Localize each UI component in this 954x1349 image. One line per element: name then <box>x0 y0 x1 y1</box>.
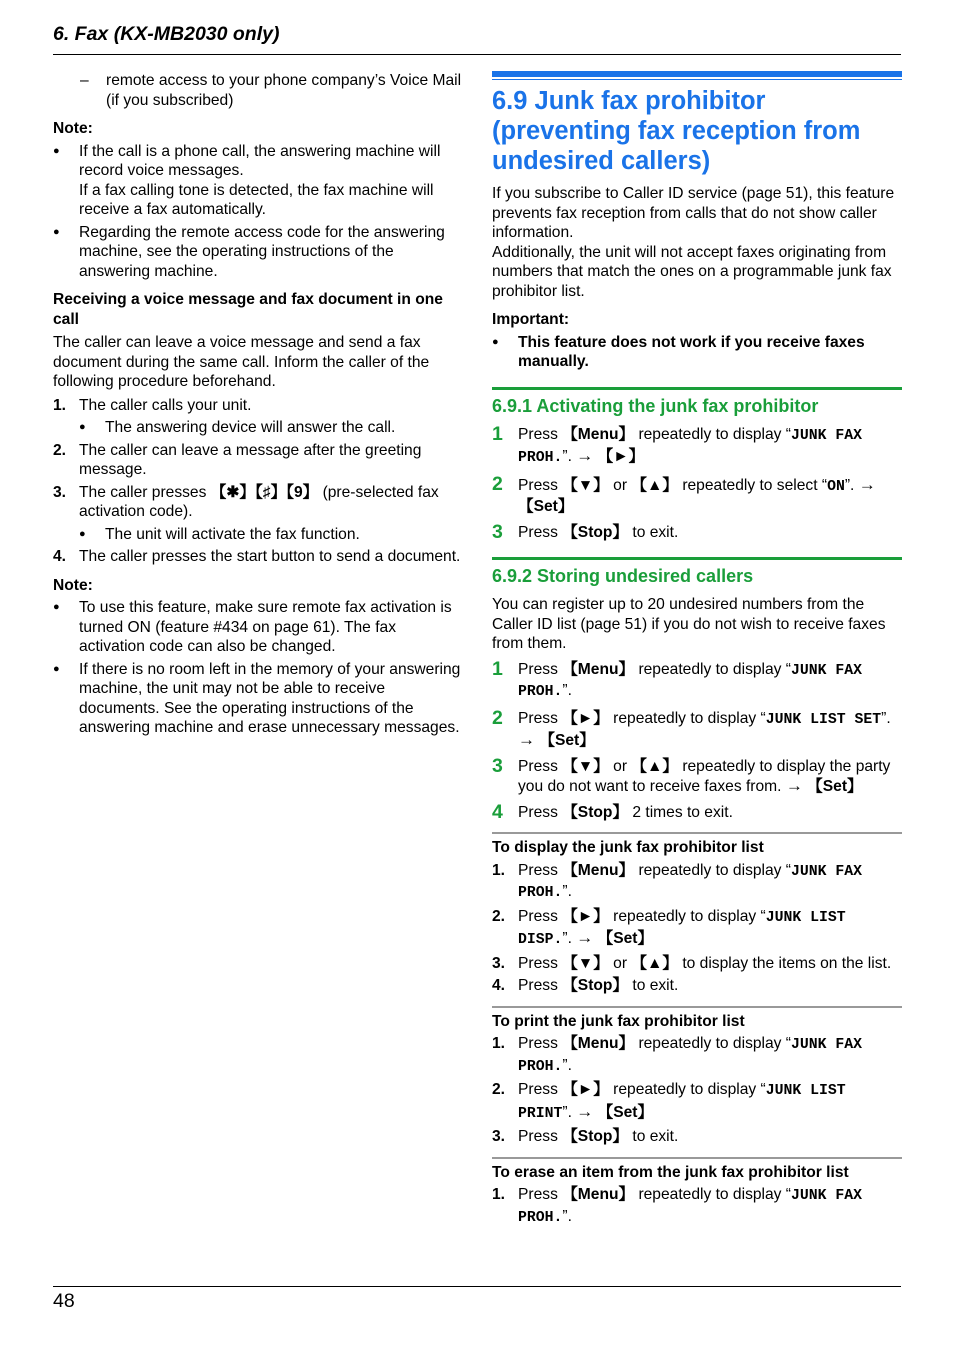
step-text-part: to display the items on the list. <box>677 954 892 972</box>
bullet-icon: ● <box>53 144 60 157</box>
step-text-part: ”. <box>562 1056 572 1074</box>
procedure-step <box>492 976 902 996</box>
step-text-part: repeatedly to display “ <box>608 1081 766 1098</box>
dash-list-item <box>53 71 463 110</box>
step-text <box>518 1080 902 1124</box>
intro-paragraph: If you subscribe to Caller ID service (page 51), this feature prevents fax reception from calls that do not show caller information. <box>492 185 895 241</box>
procedure-step <box>492 472 902 517</box>
step-text-part: ”. <box>562 448 577 465</box>
step-number: 1. <box>492 1186 506 1203</box>
right-key: 【►】 <box>562 709 609 727</box>
step-number: 3 <box>492 754 503 777</box>
bullet-icon: ● <box>53 225 60 238</box>
arrow-icon: → <box>576 928 594 947</box>
note-heading: Note: <box>53 576 93 594</box>
step-text <box>518 1034 902 1077</box>
procedure-step <box>492 800 902 823</box>
important-text: This feature does not work if you receive faxes manually. <box>518 333 865 370</box>
key-sequence: 【✱】【♯】【9】 <box>210 483 319 501</box>
section-rule <box>492 71 902 77</box>
procedure-step <box>492 657 902 703</box>
step-text <box>518 475 902 517</box>
step-number: 1. <box>492 861 506 879</box>
up-key: 【▲】 <box>631 757 678 775</box>
set-key: 【Set】 <box>539 732 595 749</box>
step-sub-bullet <box>79 418 395 438</box>
menu-key: 【Menu】 <box>562 425 635 443</box>
procedure-step <box>492 1080 902 1124</box>
section-rule-thin <box>492 79 902 80</box>
dash-marker: – <box>80 72 89 89</box>
step-text-part: Press <box>518 1128 563 1145</box>
sub-bullet-text: The answering device will answer the call. <box>105 419 396 436</box>
stop-key: 【Stop】 <box>562 803 629 821</box>
step-number: 4. <box>53 548 67 565</box>
step-text <box>79 483 463 522</box>
step-text-part: Press <box>518 523 563 541</box>
note-text: If the call is a phone call, the answering machine will record voice messages. <box>79 142 441 179</box>
right-key: 【►】 <box>597 448 645 465</box>
bullet-icon: ● <box>53 601 60 613</box>
note-text: If there is no room left in the memory of your answering machine, the unit may not be able to receive documents. See the operating instructions of the answering machine and erase unnecessary messages. <box>79 660 461 736</box>
step-number: 3. <box>53 483 67 501</box>
step-number: 2 <box>492 472 503 495</box>
step-text-part: to exit. <box>628 977 679 994</box>
step-number: 3. <box>492 1128 506 1145</box>
bullet-icon: ● <box>53 662 60 675</box>
print-list-heading: To print the junk fax prohibitor list <box>492 1006 902 1032</box>
note-bullet <box>53 223 463 282</box>
step-text-part: Press <box>518 425 563 443</box>
step-text-part: Press <box>518 1186 563 1203</box>
intro-paragraph: You can register up to 20 undesired numbers from the Caller ID list (page 51) if you do not wish to receive faxes from them. <box>492 596 886 652</box>
arrow-icon: → <box>785 776 803 795</box>
step-text-part: Press <box>518 757 563 775</box>
step-number: 2 <box>492 706 503 729</box>
subsection-title: 6.9.1 Activating the junk fax prohibitor <box>492 387 902 417</box>
step-text-part: ”. <box>562 883 572 900</box>
step-text: The caller calls your unit. <box>79 396 252 414</box>
step-text <box>518 907 902 951</box>
down-key: 【▼】 <box>562 757 609 775</box>
display-text: JUNK FAX PROH. <box>518 1037 863 1075</box>
procedure-step <box>492 1034 902 1077</box>
step-text <box>518 1185 902 1228</box>
step-number: 4. <box>492 977 506 994</box>
right-key: 【►】 <box>562 1081 609 1098</box>
step-number: 1 <box>492 422 503 445</box>
step-text-part: (pre-selected fax activation code). <box>79 483 439 520</box>
step-text <box>518 803 733 823</box>
note-bullet <box>53 142 463 220</box>
set-key: 【Set】 <box>807 778 863 795</box>
important-heading: Important: <box>492 311 570 328</box>
procedure-step <box>53 441 463 480</box>
step-number: 1. <box>492 1035 506 1052</box>
step-text-part: ”. <box>562 682 572 699</box>
step-text <box>518 976 678 996</box>
step-text-part: ”. <box>562 1207 572 1225</box>
right-key: 【►】 <box>562 907 609 925</box>
display-text: JUNK FAX PROH. <box>518 1188 863 1226</box>
menu-key: 【Menu】 <box>562 861 635 879</box>
arrow-icon: → <box>576 1101 594 1121</box>
step-text-part: repeatedly to display “ <box>634 1186 791 1203</box>
menu-key: 【Menu】 <box>562 1035 635 1052</box>
note-text: If a fax calling tone is detected, the fax machine will receive a fax automatically. <box>79 181 434 218</box>
right-column <box>492 71 902 1231</box>
bullet-icon: ● <box>79 527 86 540</box>
step-number: 1 <box>492 657 503 680</box>
step-text-part: The caller presses <box>79 483 211 501</box>
step-text-part: 2 times to exit. <box>628 803 733 821</box>
step-text-part: Press <box>518 709 563 727</box>
left-column <box>53 71 463 741</box>
procedure-step <box>492 520 902 543</box>
step-text-part: repeatedly to display “ <box>634 660 791 678</box>
erase-item-heading: To erase an item from the junk fax prohibitor list <box>492 1157 902 1183</box>
step-text-part: Press <box>518 977 563 994</box>
step-number: 3. <box>492 954 506 972</box>
set-key: 【Set】 <box>518 498 574 515</box>
section-title: 6.9 Junk fax prohibitor (preventing fax reception from undesired callers) <box>492 87 861 175</box>
step-number: 2. <box>492 1081 506 1098</box>
step-text-part: to exit. <box>628 1128 679 1145</box>
step-text <box>518 1127 678 1147</box>
display-list-heading: To display the junk fax prohibitor list <box>492 832 902 858</box>
sub-bullet-text: The unit will activate the fax function. <box>105 525 360 543</box>
dash-item-text: remote access to your phone company’s Voice Mail (if you subscribed) <box>106 72 462 109</box>
menu-key: 【Menu】 <box>562 660 635 678</box>
menu-key: 【Menu】 <box>562 1186 635 1203</box>
arrow-icon: → <box>858 474 876 494</box>
down-key: 【▼】 <box>562 476 609 494</box>
procedure-list <box>53 396 463 567</box>
step-text: The caller can leave a message after the greeting message. <box>79 441 422 478</box>
step-text-part: or <box>608 476 632 494</box>
procedure-step <box>53 396 463 438</box>
step-text-part: Press <box>518 1035 563 1052</box>
page-header <box>53 22 901 55</box>
step-number: 1. <box>53 396 67 414</box>
step-text-part: Press <box>518 907 563 925</box>
display-text: JUNK FAX PROH. <box>518 427 863 466</box>
display-text: JUNK FAX PROH. <box>518 662 863 700</box>
step-text-part: to exit. <box>628 523 679 541</box>
step-text-part: repeatedly to display “ <box>634 425 791 443</box>
step-text <box>518 861 902 904</box>
step-text-part: repeatedly to display the party you do not want to receive faxes from. <box>518 757 891 795</box>
display-text: JUNK LIST PRINT <box>518 1083 846 1122</box>
step-sub-bullet <box>79 525 463 545</box>
note-heading: Note: <box>53 120 93 137</box>
step-text <box>518 757 902 797</box>
bullet-icon: ● <box>79 421 86 433</box>
step-text <box>518 709 902 751</box>
procedure-step <box>492 1185 902 1228</box>
step-text <box>518 954 891 974</box>
step-text-part: Press <box>518 861 563 879</box>
step-text-part: ”. <box>844 476 859 494</box>
step-text-part: repeatedly to select “ <box>677 476 828 494</box>
down-key: 【▼】 <box>562 954 609 972</box>
step-number: 2. <box>53 441 67 459</box>
note-bullet <box>53 660 463 738</box>
stop-key: 【Stop】 <box>562 1128 629 1145</box>
up-key: 【▲】 <box>631 954 678 972</box>
procedure-step <box>492 954 902 974</box>
procedure-step <box>492 706 902 751</box>
procedure-step <box>492 754 902 797</box>
set-key: 【Set】 <box>597 1103 654 1121</box>
stop-key: 【Stop】 <box>562 977 629 994</box>
procedure-step <box>492 1127 902 1147</box>
bullet-icon: ● <box>492 335 499 348</box>
chapter-title: 6. Fax (KX-MB2030 only) <box>53 23 280 45</box>
important-bullet <box>492 333 902 372</box>
step-text <box>518 523 678 543</box>
page-footer <box>53 1286 901 1312</box>
step-number: 2. <box>492 907 506 925</box>
step-text-part: or <box>608 954 632 972</box>
step-text-part: repeatedly to display “ <box>634 1035 791 1052</box>
step-text-part: repeatedly to display “ <box>608 709 766 727</box>
display-text: JUNK LIST SET <box>765 711 882 728</box>
step-text-part: Press <box>518 660 563 678</box>
step-number: 3 <box>492 520 503 543</box>
arrow-icon: → <box>518 730 535 749</box>
note-text: To use this feature, make sure remote fax activation is turned ON (feature #434 on page 61). The fax activation code can also be changed. <box>79 599 452 655</box>
step-text <box>518 425 902 469</box>
step-text-part: or <box>608 757 632 775</box>
step-text-part: Press <box>518 954 563 972</box>
step-text-part: ”. <box>562 930 577 947</box>
procedure-step <box>53 483 463 545</box>
page-number: 48 <box>53 1290 75 1312</box>
procedure-step <box>492 861 902 904</box>
step-text-part: Press <box>518 476 563 494</box>
intro-paragraph: Additionally, the unit will not accept faxes originating from numbers that match the ones on a programmable junk fax prohibitor list. <box>492 243 892 300</box>
stop-key: 【Stop】 <box>562 523 629 541</box>
display-text: JUNK FAX PROH. <box>518 863 863 901</box>
arrow-icon: → <box>576 446 594 465</box>
procedure-step <box>53 547 463 567</box>
step-text-part: Press <box>518 803 563 821</box>
step-text-part: ”. <box>562 1103 577 1121</box>
intro-paragraph: The caller can leave a voice message and send a fax document during the same call. Inform the caller of the following procedure beforehand. <box>53 334 430 390</box>
step-number: 4 <box>492 800 503 823</box>
step-text-part: Press <box>518 1081 563 1098</box>
note-bullet <box>53 598 463 657</box>
display-text: JUNK LIST DISP. <box>518 909 846 948</box>
step-text <box>518 660 902 703</box>
set-key: 【Set】 <box>597 930 654 947</box>
up-key: 【▲】 <box>631 476 678 494</box>
step-text-part: repeatedly to display “ <box>634 861 791 879</box>
step-text-part: ”. <box>881 709 891 727</box>
display-text: ON <box>827 478 845 495</box>
note-text: Regarding the remote access code for the answering machine, see the operating instructions of the answering machine. <box>79 223 445 280</box>
step-text: The caller presses the start button to send a document. <box>79 548 461 565</box>
subsection-heading: Receiving a voice message and fax document in one call <box>53 291 443 328</box>
subsection-title: 6.9.2 Storing undesired callers <box>492 557 902 587</box>
procedure-step <box>492 422 902 469</box>
procedure-step <box>492 907 902 951</box>
step-text-part: repeatedly to display “ <box>608 907 766 925</box>
